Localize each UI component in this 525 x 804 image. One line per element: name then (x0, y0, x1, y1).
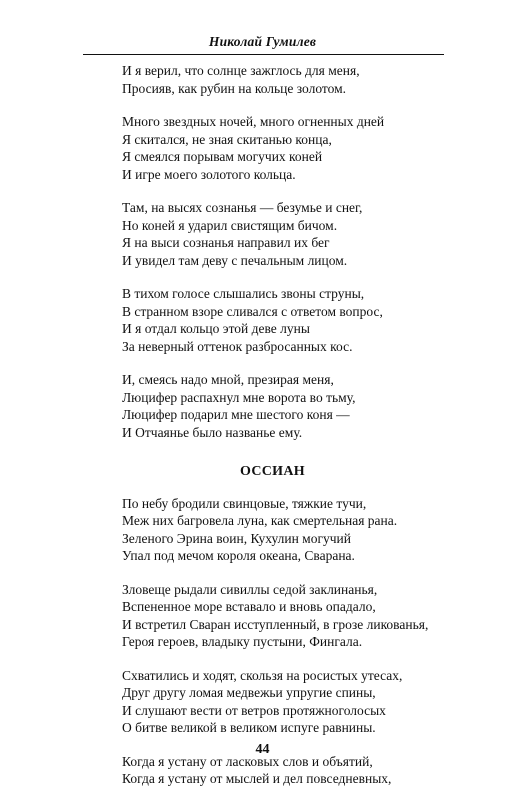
running-head-author: Николай Гумилев (208, 34, 317, 49)
verse-line: В странном взоре сливался с ответом вопрос, (122, 303, 383, 319)
stanza (122, 285, 462, 355)
stanza (122, 199, 462, 269)
verse-line: Схватились и ходят, скользя на росистых утесах, (122, 667, 403, 683)
verse-line: И я верил, что солнце зажглось для меня, (122, 63, 360, 78)
stanza (122, 581, 462, 651)
verse-line: И слушают вести от ветров протяжноголосых (122, 702, 386, 718)
stanza (122, 62, 462, 97)
verse-line: И увидел там деву с печальным лицом. (122, 252, 348, 268)
verse-line: Я смеялся порывам могучих коней (122, 149, 323, 164)
verse-line: И, смеясь надо мной, презирая меня, (122, 372, 334, 387)
verse-line: Упал под мечом короля океана, Сварана. (122, 548, 355, 563)
page-body (122, 62, 462, 804)
stanza (122, 113, 462, 183)
verse-line: В тихом голосе слышались звоны струны, (122, 286, 365, 301)
verse-line: И я отдал кольцо этой деве луны (122, 321, 310, 336)
verse-line: Там, на высях сознанья — безумье и снег, (122, 200, 363, 215)
header-rule (83, 54, 444, 55)
stanza (122, 371, 462, 441)
verse-line: Люцифер подарил мне шестого коня — (122, 407, 350, 422)
verse-line: Вспененное море вставало и вновь опадало, (122, 599, 376, 614)
verse-line: Героя героев, владыку пустыни, Фингала. (122, 634, 363, 649)
verse-line: Когда я устану от ласковых слов и объятий, (122, 753, 373, 769)
verse-line: Друг другу ломая медвежьи упругие спины, (122, 685, 376, 700)
poem-title: ОССИАН (240, 464, 305, 479)
verse-line: Я скитался, не зная скитанью конца, (122, 131, 332, 147)
verse-line: Когда я устану от мыслей и дел повседневных, (122, 771, 392, 786)
verse-line: И игре моего золотого кольца. (122, 166, 296, 182)
verse-line: Зеленого Эрина воин, Кухулин могучий (122, 530, 352, 546)
stanza (122, 495, 462, 565)
verse-line: Меж них багровела луна, как смертельная рана. (122, 513, 398, 528)
verse-line: Я на выси сознанья направил их бег (122, 235, 330, 250)
verse-line: Много звездных ночей, много огненных дней (122, 114, 385, 129)
verse-line: И встретил Сваран исступленный, в грозе ликованья, (122, 616, 429, 632)
verse-line: По небу бродили свинцовые, тяжкие тучи, (122, 495, 367, 511)
verse-line: Просияв, как рубин на кольце золотом. (122, 80, 347, 96)
verse-line: Но коней я ударил свистящим бичом. (122, 217, 338, 233)
verse-line: Зловеще рыдали сивиллы седой заклинанья, (122, 581, 378, 597)
page-number: 44 (255, 742, 270, 757)
verse-line: Люцифер распахнул мне ворота во тьму, (122, 389, 356, 405)
verse-line: И Отчаянье было названье ему. (122, 424, 303, 440)
poem-continuation (122, 62, 462, 441)
stanza (122, 667, 462, 737)
verse-line: О битве великой в великом испуге равнины. (122, 720, 376, 735)
verse-line: За неверный оттенок разбросанных кос. (122, 338, 353, 354)
